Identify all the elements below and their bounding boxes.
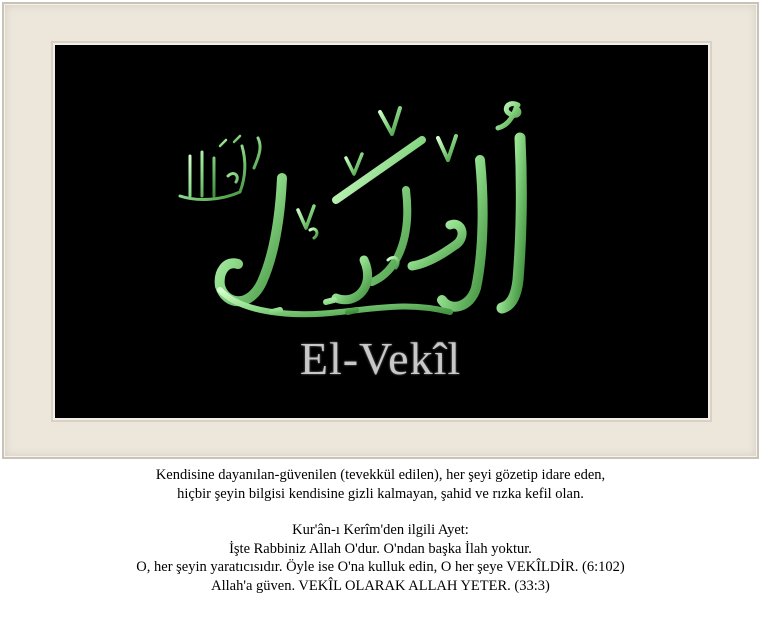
verse-heading: Kur'ân-ı Kerîm'den ilgili Ayet: — [292, 522, 469, 538]
el-vekil-calligraphy — [220, 104, 522, 315]
meaning-line: Kendisine dayanılan-güvenilen (tevekkül edilen), her şeyi gözetip idare eden, — [155, 467, 606, 483]
verse-line: O, her şeyin yaratıcısıdır. Öyle ise O'na kulluk edin, O her şeye VEKÎLDİR. (6:102) — [136, 559, 625, 575]
verse-line: İşte Rabbiniz Allah O'dur. O'ndan başka İlah yoktur. — [229, 540, 532, 557]
calligraphy-artwork — [150, 50, 550, 340]
caption-spacer — [0, 503, 761, 521]
caption-block — [0, 466, 761, 595]
artwork-title: El-Vekîl — [299, 333, 462, 384]
verse-line: Allah'a güven. VEKÎL OLARAK ALLAH YETER. (33:3) — [211, 577, 550, 594]
honorific-calligraphy — [180, 136, 260, 199]
meaning-line: hiçbir şeyin bilgisi kendisine gizli kalmayan, şahid ve rızka kefil olan. — [177, 485, 584, 502]
